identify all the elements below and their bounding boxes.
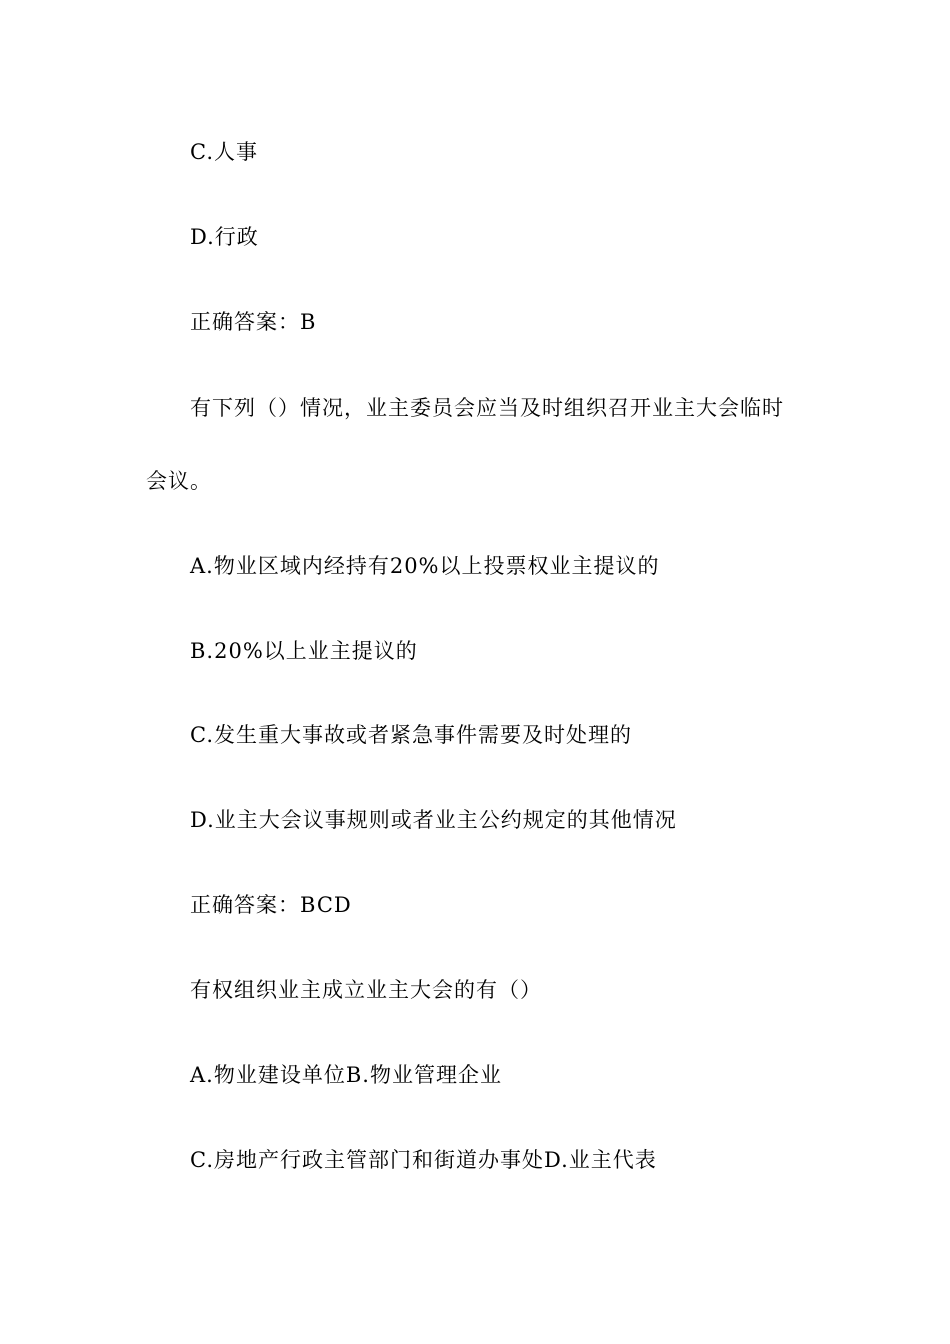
q2-stem-line2: 会议。 [146, 469, 212, 493]
q2-answer: 正确答案：BCD [190, 893, 352, 917]
q1-option-c: C.人事 [190, 140, 258, 164]
q2-option-b: B.20%以上业主提议的 [190, 639, 418, 663]
q3-stem: 有权组织业主成立业主大会的有（） [190, 978, 542, 1002]
q2-option-a: A.物业区域内经持有20%以上投票权业主提议的 [190, 554, 660, 578]
q2-option-d: D.业主大会议事规则或者业主公约规定的其他情况 [190, 808, 677, 832]
q1-answer: 正确答案：B [190, 310, 317, 334]
q2-option-c: C.发生重大事故或者紧急事件需要及时处理的 [190, 723, 632, 747]
q2-stem-line1: 有下列（）情况，业主委员会应当及时组织召开业主大会临时 [190, 396, 784, 420]
q1-option-d: D.行政 [190, 225, 259, 249]
q3-options-cd: C.房地产行政主管部门和街道办事处D.业主代表 [190, 1148, 657, 1172]
q3-options-ab: A.物业建设单位B.物业管理企业 [190, 1063, 502, 1087]
